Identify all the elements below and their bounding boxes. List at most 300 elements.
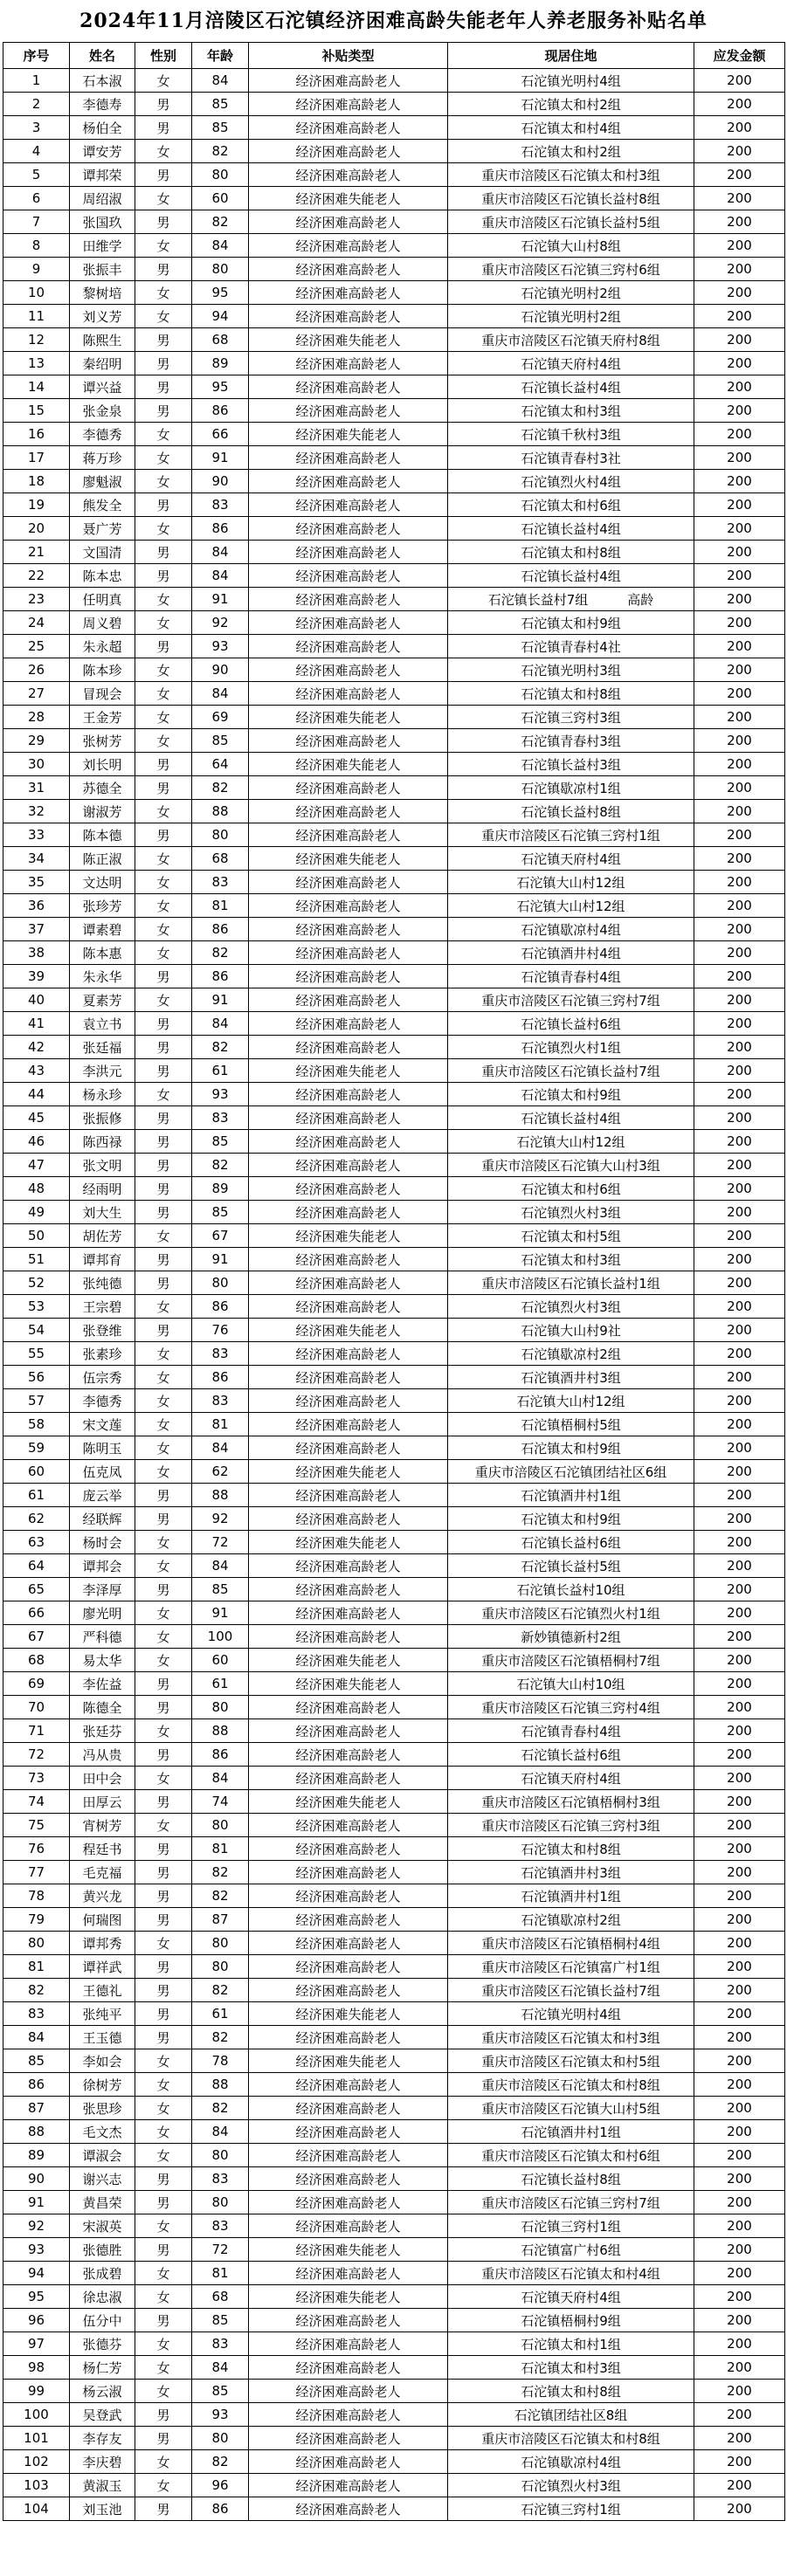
cell-age: 81 (192, 1413, 249, 1436)
cell-subsidy-type: 经济困难高龄老人 (249, 611, 448, 635)
cell-index: 97 (3, 2332, 70, 2356)
cell-age: 100 (192, 1625, 249, 1649)
cell-name: 谭安芳 (70, 140, 135, 163)
cell-residence: 重庆市涪陵区石沱镇长益村5组 (448, 210, 694, 234)
cell-amount: 200 (694, 116, 785, 140)
table-row (3, 517, 785, 541)
table-row (3, 69, 785, 93)
cell-gender: 女 (135, 1342, 192, 1366)
cell-index: 70 (3, 1696, 70, 1719)
cell-residence: 石沱镇光明村2组 (448, 305, 694, 328)
cell-name: 张国玖 (70, 210, 135, 234)
cell-index: 18 (3, 470, 70, 493)
cell-residence: 石沱镇梧桐村9组 (448, 2309, 694, 2332)
cell-subsidy-type: 经济困难高龄老人 (249, 1719, 448, 1743)
table-row (3, 423, 785, 446)
cell-gender: 女 (135, 187, 192, 210)
cell-gender: 男 (135, 2238, 192, 2262)
cell-subsidy-type: 经济困难高龄老人 (249, 635, 448, 658)
cell-amount: 200 (694, 1507, 785, 1531)
cell-amount: 200 (694, 493, 785, 517)
cell-residence: 重庆市涪陵区石沱镇三窍村1组 (448, 823, 694, 847)
cell-age: 68 (192, 328, 249, 352)
cell-subsidy-type: 经济困难失能老人 (249, 2049, 448, 2073)
cell-amount: 200 (694, 1154, 785, 1177)
header-gender: 性别 (135, 43, 192, 69)
table-row (3, 1154, 785, 1177)
cell-subsidy-type: 经济困难高龄老人 (249, 517, 448, 541)
cell-amount: 200 (694, 1743, 785, 1767)
cell-name: 李泽厚 (70, 1578, 135, 1601)
cell-age: 80 (192, 1271, 249, 1295)
cell-gender: 女 (135, 1295, 192, 1319)
cell-age: 86 (192, 1295, 249, 1319)
cell-residence: 石沱镇大山村12组 (448, 1130, 694, 1154)
cell-gender: 男 (135, 93, 192, 116)
cell-age: 85 (192, 2380, 249, 2403)
cell-age: 80 (192, 2144, 249, 2167)
table-row (3, 399, 785, 423)
cell-age: 85 (192, 1578, 249, 1601)
cell-amount: 200 (694, 1696, 785, 1719)
table-row (3, 635, 785, 658)
cell-name: 张金泉 (70, 399, 135, 423)
cell-residence: 石沱镇天府村4组 (448, 352, 694, 375)
cell-subsidy-type: 经济困难高龄老人 (249, 1507, 448, 1531)
cell-subsidy-type: 经济困难高龄老人 (249, 541, 448, 564)
cell-subsidy-type: 经济困难失能老人 (249, 847, 448, 871)
cell-name: 谭祥武 (70, 1955, 135, 1979)
cell-index: 42 (3, 1036, 70, 1059)
cell-name: 陈西禄 (70, 1130, 135, 1154)
cell-gender: 男 (135, 1154, 192, 1177)
cell-age: 86 (192, 399, 249, 423)
cell-residence: 重庆市涪陵区石沱镇太和村8组 (448, 2073, 694, 2097)
cell-subsidy-type: 经济困难高龄老人 (249, 2026, 448, 2049)
cell-gender: 女 (135, 1436, 192, 1460)
table-row (3, 2474, 785, 2497)
cell-age: 81 (192, 2262, 249, 2285)
cell-age: 80 (192, 1932, 249, 1955)
cell-name: 毛文杰 (70, 2120, 135, 2144)
cell-name: 张珍芳 (70, 894, 135, 918)
cell-index: 15 (3, 399, 70, 423)
cell-amount: 200 (694, 258, 785, 281)
cell-gender: 女 (135, 2120, 192, 2144)
table-row (3, 1884, 785, 1908)
cell-age: 85 (192, 1130, 249, 1154)
cell-subsidy-type: 经济困难失能老人 (249, 187, 448, 210)
cell-age: 80 (192, 2427, 249, 2450)
cell-index: 23 (3, 588, 70, 611)
cell-subsidy-type: 经济困难高龄老人 (249, 1625, 448, 1649)
table-row (3, 1083, 785, 1106)
cell-name: 李德寿 (70, 93, 135, 116)
cell-gender: 男 (135, 375, 192, 399)
cell-subsidy-type: 经济困难高龄老人 (249, 1837, 448, 1861)
table-row (3, 1248, 785, 1271)
cell-name: 伍克凤 (70, 1460, 135, 1484)
table-row (3, 1979, 785, 2002)
cell-amount: 200 (694, 2026, 785, 2049)
cell-name: 黎树培 (70, 281, 135, 305)
cell-age: 88 (192, 2073, 249, 2097)
cell-index: 82 (3, 1979, 70, 2002)
table-row (3, 2309, 785, 2332)
cell-subsidy-type: 经济困难高龄老人 (249, 446, 448, 470)
cell-residence: 新妙镇德新村2组 (448, 1625, 694, 1649)
cell-gender: 女 (135, 2073, 192, 2097)
table-row (3, 800, 785, 823)
cell-name: 谭兴益 (70, 375, 135, 399)
cell-index: 89 (3, 2144, 70, 2167)
cell-age: 85 (192, 729, 249, 753)
cell-subsidy-type: 经济困难高龄老人 (249, 1484, 448, 1507)
cell-index: 4 (3, 140, 70, 163)
cell-name: 张思珍 (70, 2097, 135, 2120)
cell-amount: 200 (694, 352, 785, 375)
table-row (3, 823, 785, 847)
cell-subsidy-type: 经济困难高龄老人 (249, 399, 448, 423)
cell-subsidy-type: 经济困难高龄老人 (249, 2427, 448, 2450)
table-row (3, 753, 785, 776)
cell-gender: 女 (135, 588, 192, 611)
cell-gender: 男 (135, 1884, 192, 1908)
cell-age: 72 (192, 1531, 249, 1554)
cell-residence: 重庆市涪陵区石沱镇三窍村6组 (448, 258, 694, 281)
table-row (3, 1271, 785, 1295)
cell-amount: 200 (694, 517, 785, 541)
cell-index: 29 (3, 729, 70, 753)
cell-index: 101 (3, 2427, 70, 2450)
cell-name: 熊发全 (70, 493, 135, 517)
cell-residence: 石沱镇酒井村1组 (448, 1484, 694, 1507)
cell-amount: 200 (694, 706, 785, 729)
cell-age: 82 (192, 2450, 249, 2474)
cell-amount: 200 (694, 328, 785, 352)
cell-subsidy-type: 经济困难高龄老人 (249, 682, 448, 706)
cell-gender: 女 (135, 1413, 192, 1436)
cell-subsidy-type: 经济困难高龄老人 (249, 2403, 448, 2427)
cell-index: 53 (3, 1295, 70, 1319)
cell-residence: 石沱镇烈火村3组 (448, 1295, 694, 1319)
cell-residence: 石沱镇三窍村1组 (448, 2497, 694, 2521)
cell-subsidy-type: 经济困难高龄老人 (249, 776, 448, 800)
header-name: 姓名 (70, 43, 135, 69)
cell-amount: 200 (694, 2474, 785, 2497)
cell-age: 84 (192, 234, 249, 258)
cell-amount: 200 (694, 1460, 785, 1484)
cell-index: 16 (3, 423, 70, 446)
cell-gender: 男 (135, 1201, 192, 1224)
cell-gender: 女 (135, 423, 192, 446)
cell-index: 2 (3, 93, 70, 116)
cell-gender: 男 (135, 1130, 192, 1154)
cell-gender: 男 (135, 564, 192, 588)
cell-amount: 200 (694, 1201, 785, 1224)
header-index: 序号 (3, 43, 70, 69)
cell-amount: 200 (694, 1884, 785, 1908)
cell-index: 11 (3, 305, 70, 328)
table-row (3, 1554, 785, 1578)
header-residence: 现居住地 (448, 43, 694, 69)
cell-subsidy-type: 经济困难高龄老人 (249, 564, 448, 588)
cell-age: 85 (192, 116, 249, 140)
cell-amount: 200 (694, 1672, 785, 1696)
cell-residence: 石沱镇长益村10组 (448, 1578, 694, 1601)
cell-residence: 石沱镇歇凉村1组 (448, 776, 694, 800)
cell-age: 88 (192, 1484, 249, 1507)
cell-age: 74 (192, 1790, 249, 1814)
cell-age: 82 (192, 1884, 249, 1908)
cell-age: 90 (192, 470, 249, 493)
cell-amount: 200 (694, 2356, 785, 2380)
cell-index: 3 (3, 116, 70, 140)
cell-subsidy-type: 经济困难高龄老人 (249, 1436, 448, 1460)
cell-amount: 200 (694, 2214, 785, 2238)
cell-subsidy-type: 经济困难高龄老人 (249, 2380, 448, 2403)
cell-residence: 石沱镇歇凉村4组 (448, 2450, 694, 2474)
cell-subsidy-type: 经济困难高龄老人 (249, 1083, 448, 1106)
cell-gender: 女 (135, 69, 192, 93)
cell-subsidy-type: 经济困难失能老人 (249, 1059, 448, 1083)
cell-index: 80 (3, 1932, 70, 1955)
cell-age: 80 (192, 2191, 249, 2214)
cell-index: 9 (3, 258, 70, 281)
cell-subsidy-type: 经济困难高龄老人 (249, 1389, 448, 1413)
cell-amount: 200 (694, 1012, 785, 1036)
cell-amount: 200 (694, 588, 785, 611)
cell-gender: 女 (135, 2474, 192, 2497)
cell-residence: 石沱镇三窍村1组 (448, 2214, 694, 2238)
cell-gender: 男 (135, 399, 192, 423)
cell-subsidy-type: 经济困难失能老人 (249, 753, 448, 776)
cell-index: 66 (3, 1601, 70, 1625)
cell-index: 44 (3, 1083, 70, 1106)
cell-subsidy-type: 经济困难高龄老人 (249, 2167, 448, 2191)
cell-index: 56 (3, 1366, 70, 1389)
table-row (3, 706, 785, 729)
cell-subsidy-type: 经济困难高龄老人 (249, 1696, 448, 1719)
table-row (3, 305, 785, 328)
cell-gender: 女 (135, 140, 192, 163)
cell-residence: 石沱镇长益村4组 (448, 517, 694, 541)
cell-age: 86 (192, 918, 249, 941)
cell-subsidy-type: 经济困难失能老人 (249, 1224, 448, 1248)
cell-gender: 女 (135, 2049, 192, 2073)
cell-index: 6 (3, 187, 70, 210)
cell-gender: 男 (135, 493, 192, 517)
table-row (3, 93, 785, 116)
cell-residence: 石沱镇烈火村4组 (448, 470, 694, 493)
cell-residence: 重庆市涪陵区石沱镇太和村8组 (448, 2427, 694, 2450)
cell-name: 任明真 (70, 588, 135, 611)
cell-gender: 男 (135, 163, 192, 187)
table-header-row (3, 43, 785, 69)
cell-index: 72 (3, 1743, 70, 1767)
table-row (3, 1932, 785, 1955)
cell-name: 杨云淑 (70, 2380, 135, 2403)
cell-gender: 男 (135, 1861, 192, 1884)
cell-residence: 石沱镇天府村4组 (448, 2285, 694, 2309)
cell-gender: 女 (135, 1625, 192, 1649)
cell-age: 92 (192, 1507, 249, 1531)
table-row (3, 2403, 785, 2427)
cell-gender: 男 (135, 776, 192, 800)
cell-residence: 石沱镇长益村5组 (448, 1554, 694, 1578)
cell-gender: 男 (135, 2026, 192, 2049)
cell-amount: 200 (694, 1908, 785, 1932)
table-row (3, 163, 785, 187)
cell-residence: 石沱镇太和村3组 (448, 1248, 694, 1271)
cell-residence: 石沱镇太和村9组 (448, 1083, 694, 1106)
cell-index: 20 (3, 517, 70, 541)
cell-residence: 重庆市涪陵区石沱镇团结社区6组 (448, 1460, 694, 1484)
table-row (3, 1578, 785, 1601)
cell-age: 82 (192, 1036, 249, 1059)
cell-residence: 石沱镇太和村3组 (448, 2356, 694, 2380)
cell-subsidy-type: 经济困难失能老人 (249, 1790, 448, 1814)
cell-age: 83 (192, 1106, 249, 1130)
cell-index: 7 (3, 210, 70, 234)
cell-name: 经联辉 (70, 1507, 135, 1531)
cell-index: 63 (3, 1531, 70, 1554)
cell-residence: 石沱镇长益村7组 高龄 (448, 588, 694, 611)
cell-gender: 女 (135, 470, 192, 493)
cell-age: 91 (192, 588, 249, 611)
cell-subsidy-type: 经济困难高龄老人 (249, 1342, 448, 1366)
cell-subsidy-type: 经济困难高龄老人 (249, 894, 448, 918)
table-row (3, 1366, 785, 1389)
cell-subsidy-type: 经济困难高龄老人 (249, 2450, 448, 2474)
table-row (3, 918, 785, 941)
cell-age: 84 (192, 564, 249, 588)
cell-amount: 200 (694, 1719, 785, 1743)
cell-index: 59 (3, 1436, 70, 1460)
cell-name: 王宗碧 (70, 1295, 135, 1319)
cell-gender: 女 (135, 1554, 192, 1578)
cell-index: 103 (3, 2474, 70, 2497)
cell-index: 91 (3, 2191, 70, 2214)
cell-residence: 石沱镇光明村3组 (448, 658, 694, 682)
cell-gender: 女 (135, 1601, 192, 1625)
cell-name: 文达明 (70, 871, 135, 894)
cell-subsidy-type: 经济困难高龄老人 (249, 1295, 448, 1319)
cell-age: 60 (192, 1649, 249, 1672)
table-row (3, 2049, 785, 2073)
cell-name: 杨永珍 (70, 1083, 135, 1106)
cell-age: 83 (192, 493, 249, 517)
cell-name: 谭素碧 (70, 918, 135, 941)
table-row (3, 1177, 785, 1201)
cell-gender: 女 (135, 2450, 192, 2474)
cell-residence: 石沱镇歇凉村2组 (448, 1342, 694, 1366)
cell-age: 92 (192, 611, 249, 635)
cell-gender: 男 (135, 2002, 192, 2026)
table-row (3, 1507, 785, 1531)
cell-index: 78 (3, 1884, 70, 1908)
cell-subsidy-type: 经济困难高龄老人 (249, 988, 448, 1012)
cell-subsidy-type: 经济困难高龄老人 (249, 258, 448, 281)
cell-name: 张登维 (70, 1319, 135, 1342)
cell-gender: 女 (135, 1932, 192, 1955)
cell-subsidy-type: 经济困难失能老人 (249, 1460, 448, 1484)
table-row (3, 1319, 785, 1342)
cell-gender: 男 (135, 1578, 192, 1601)
cell-name: 何瑞图 (70, 1908, 135, 1932)
cell-name: 杨时会 (70, 1531, 135, 1554)
cell-residence: 重庆市涪陵区石沱镇长益村7组 (448, 1059, 694, 1083)
cell-residence: 石沱镇青春村4社 (448, 635, 694, 658)
cell-residence: 石沱镇烈火村1组 (448, 1036, 694, 1059)
cell-index: 37 (3, 918, 70, 941)
subsidy-table (3, 42, 785, 2521)
cell-age: 78 (192, 2049, 249, 2073)
cell-subsidy-type: 经济困难高龄老人 (249, 163, 448, 187)
cell-gender: 女 (135, 2356, 192, 2380)
cell-index: 76 (3, 1837, 70, 1861)
cell-gender: 女 (135, 847, 192, 871)
cell-age: 80 (192, 258, 249, 281)
cell-index: 10 (3, 281, 70, 305)
cell-index: 93 (3, 2238, 70, 2262)
cell-amount: 200 (694, 1342, 785, 1366)
cell-name: 吴登武 (70, 2403, 135, 2427)
cell-name: 李德秀 (70, 1389, 135, 1413)
cell-amount: 200 (694, 1790, 785, 1814)
cell-residence: 石沱镇光明村2组 (448, 281, 694, 305)
cell-name: 黄兴龙 (70, 1884, 135, 1908)
cell-index: 57 (3, 1389, 70, 1413)
cell-amount: 200 (694, 2262, 785, 2285)
table-row (3, 1201, 785, 1224)
cell-amount: 200 (694, 1295, 785, 1319)
cell-amount: 200 (694, 1625, 785, 1649)
table-row (3, 1814, 785, 1837)
cell-gender: 男 (135, 1672, 192, 1696)
cell-residence: 石沱镇太和村9组 (448, 1507, 694, 1531)
cell-index: 100 (3, 2403, 70, 2427)
cell-index: 47 (3, 1154, 70, 1177)
cell-gender: 男 (135, 1979, 192, 2002)
cell-gender: 男 (135, 2309, 192, 2332)
cell-index: 14 (3, 375, 70, 399)
cell-gender: 男 (135, 1696, 192, 1719)
table-row (3, 2167, 785, 2191)
cell-residence: 石沱镇天府村4组 (448, 847, 694, 871)
cell-residence: 重庆市涪陵区石沱镇梧桐村3组 (448, 1790, 694, 1814)
cell-amount: 200 (694, 2097, 785, 2120)
cell-name: 谢淑芳 (70, 800, 135, 823)
cell-index: 79 (3, 1908, 70, 1932)
cell-subsidy-type: 经济困难高龄老人 (249, 2120, 448, 2144)
cell-index: 75 (3, 1814, 70, 1837)
cell-amount: 200 (694, 423, 785, 446)
cell-residence: 重庆市涪陵区石沱镇太和村4组 (448, 2262, 694, 2285)
cell-gender: 女 (135, 611, 192, 635)
cell-name: 杨仁芳 (70, 2356, 135, 2380)
cell-subsidy-type: 经济困难高龄老人 (249, 1130, 448, 1154)
cell-age: 76 (192, 1319, 249, 1342)
cell-name: 张廷芬 (70, 1719, 135, 1743)
cell-subsidy-type: 经济困难高龄老人 (249, 140, 448, 163)
cell-subsidy-type: 经济困难失能老人 (249, 1319, 448, 1342)
cell-name: 朱永超 (70, 635, 135, 658)
table-row (3, 2497, 785, 2521)
cell-gender: 男 (135, 1837, 192, 1861)
cell-age: 83 (192, 2167, 249, 2191)
cell-age: 86 (192, 1366, 249, 1389)
